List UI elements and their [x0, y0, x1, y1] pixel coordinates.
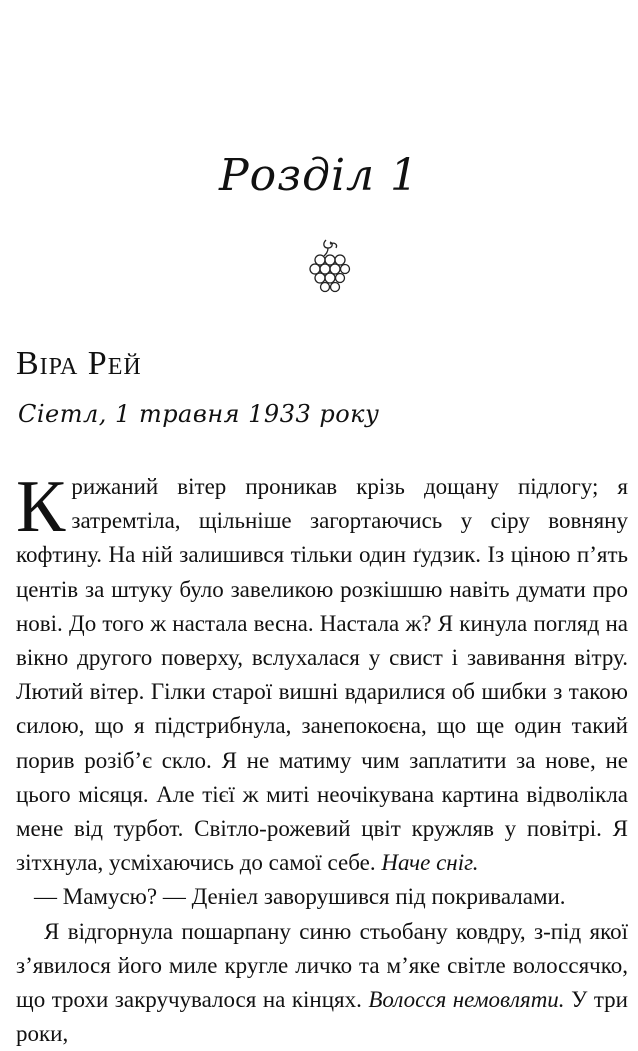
paragraph-3-text-start: Я відгорнула пошарпану синю стьобану ковдру, з-під якої з’явилося його миле кругле личко та м’яке світле волоссячко, що трохи закручувалося на кінцях. — [16, 918, 628, 1013]
section-title: Віра Рей — [16, 345, 142, 382]
paragraph-1-text: рижаний вітер проникав крізь дощану підлогу; я затремтіла, щільніше загортаючись у сіру вовняну кофтину. На ній залишився тільки один ґудзик. Із ціною п’ять центів за штуку було завеликою розкішшю навіть думати про нові. До того ж настала весна. Настала ж? Я кинула погляд на вікно другого поверху, вслухалася у свист і завивання вітру. Лютий вітер. Гілки старої вишні вдарилися об шибки з такою силою, що я підстрибнула, занепокоєна, що ще один такий порив розіб’є скло. Я не матиму чим заплатити за нове, не цього місяця. Але тієї ж миті неочікувана картина відволікла мене від турбот. Світло-рожевий цвіт кружляв у повітрі. Я зітхнула, усміхаючись до самої себе. — [16, 474, 628, 876]
chapter-title: Розділ 1 — [218, 150, 420, 201]
drop-cap: К — [16, 466, 66, 548]
paragraph-1-italic: Наче сніг. — [381, 850, 479, 876]
grape-cluster-icon — [304, 238, 352, 296]
paragraph-3-italic: Волосся немовляти. — [368, 987, 565, 1013]
paragraph-1 — [16, 466, 628, 880]
dateline: Сіетл, 1 травня 1933 року — [18, 400, 380, 428]
paragraph-3 — [16, 915, 628, 1051]
paragraph-3-text-end: У три роки, — [16, 987, 628, 1047]
body-text — [16, 466, 628, 1051]
paragraph-2: — Мамусю? — Деніел заворушився під покривалами. — [34, 884, 566, 910]
